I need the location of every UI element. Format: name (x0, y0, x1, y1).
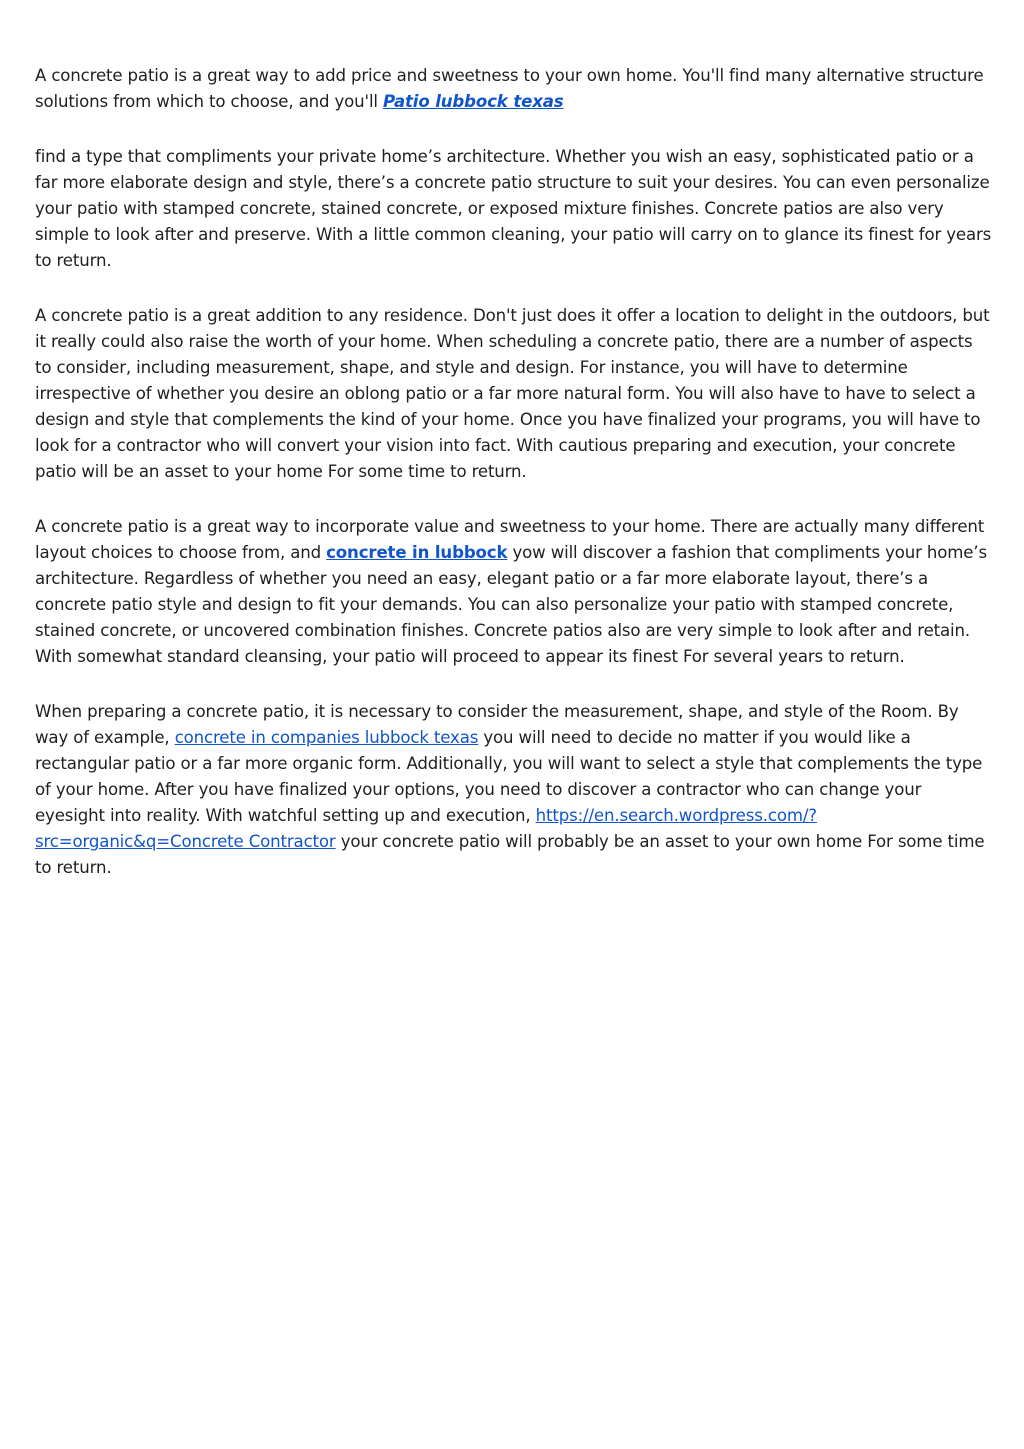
paragraph-5-text-a: When preparing a concrete patio, it is necessary to consider the measurement, shape, and style of the Room. By way of example, (35, 702, 959, 747)
link-concrete-in-companies-lubbock-texas[interactable]: concrete in companies lubbock texas (174, 728, 479, 747)
link-patio-lubbock-texas[interactable]: Patio lubbock texas (383, 92, 564, 111)
link-concrete-in-lubbock[interactable]: concrete in lubbock (326, 543, 508, 562)
paragraph-1-text: A concrete patio is a great way to add price and sweetness to your own home. You'll find many alternative structure solutions from which to choose, and you'll (35, 66, 984, 111)
paragraph-4-text-a: A concrete patio is a great way to incorporate value and sweetness to your home. There are actually many different layout choices to choose from, and (35, 517, 985, 562)
paragraph-4-text-b: yow will discover a fashion that compliments your home’s architecture. Regardless of whether you need an easy, elegant patio or a far more elaborate layout, there’s a concrete patio style and design to fit your demands. You can also personalize your patio with stamped concrete, stained concrete, or uncovered combination finishes. Concrete patios also are very simple to look after and retain. With somewhat standard cleansing, your patio will proceed to appear its finest For several years to return. (35, 543, 987, 666)
link-wordpress-search[interactable]: https://en.search.wordpress.com/?src=organic&q=Concrete Contractor (35, 806, 817, 851)
paragraph-2: find a type that compliments your private home’s architecture. Whether you wish an easy, sophisticated patio or a far more elaborate design and style, there’s a concrete patio structure to suit your desires. You can even personalize your patio with stamped concrete, stained concrete, or exposed mixture finishes. Concrete patios are also very simple to look after and preserve. With a little common cleaning, your patio will carry on to glance its finest for years to return. (35, 147, 992, 270)
paragraph-5 (35, 699, 993, 881)
paragraph-3: A concrete patio is a great addition to any residence. Don't just does it offer a location to delight in the outdoors, but it really could also raise the worth of your home. When scheduling a concrete patio, there are a number of aspects to consider, including measurement, shape, and style and design. For instance, you will have to determine irrespective of whether you desire an oblong patio or a far more natural form. You will also have to have to select a design and style that complements the kind of your home. Once you have finalized your programs, you will have to look for a contractor who will convert your vision into fact. With cautious preparing and execution, your concrete patio will be an asset to your home For some time to return. (35, 306, 990, 481)
paragraph-5-text-b: you will need to decide no matter if you would like a rectangular patio or a far more organic form. Additionally, you will want to select a style that complements the type of your home. After you have finalized your options, you need to discover a contractor who can change your eyesight into reality. With watchful setting up and execution, (35, 728, 983, 825)
document-body (35, 63, 993, 910)
paragraph-5-text-c: your concrete patio will probably be an asset to your own home For some time to return. (35, 832, 985, 877)
paragraph-4 (35, 514, 993, 670)
paragraph-1 (35, 63, 993, 115)
